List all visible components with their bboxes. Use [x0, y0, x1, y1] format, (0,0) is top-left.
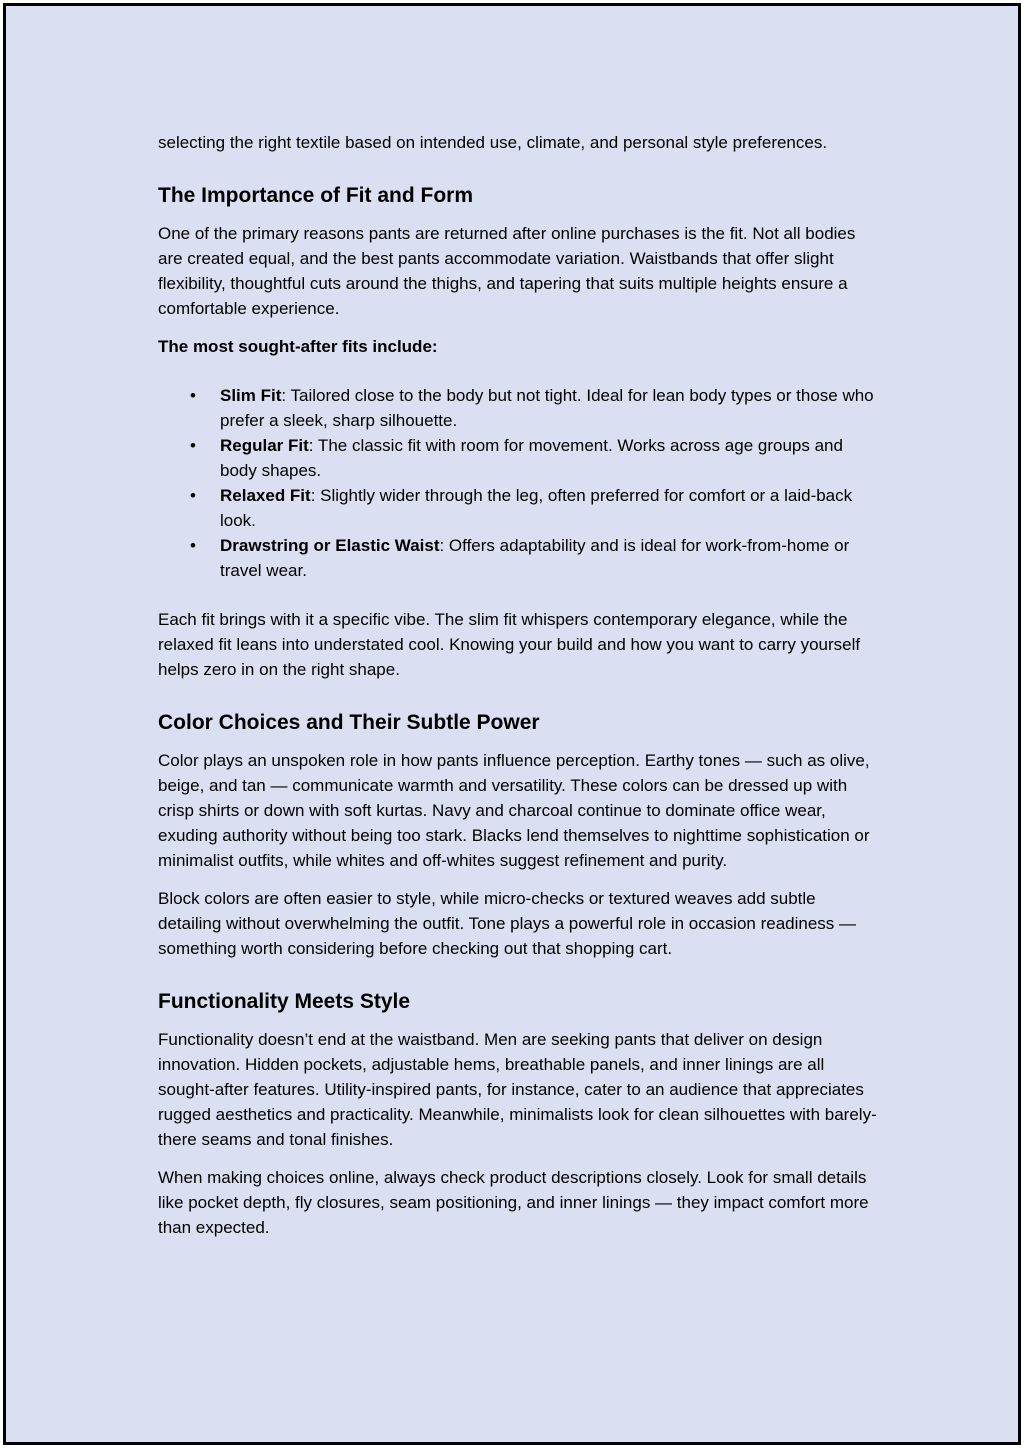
bullet-icon: •	[190, 436, 196, 455]
fit-paragraph-1: One of the primary reasons pants are returned after online purchases is the fit. Not all bodies are created equal, and the best pants accommodate variation. Waistbands that offer slight flexibility, thoughtful cuts around the thighs, and tapering that suits multiple heights ensure a comfortable experience.	[158, 224, 856, 318]
list-item-text: : Offers adaptability and is ideal for work-from-home or travel wear.	[220, 536, 850, 580]
list-item-term: Relaxed Fit	[220, 486, 311, 505]
document-body	[158, 130, 878, 1253]
list-item-regular-fit	[190, 433, 878, 483]
color-paragraph-2: Block colors are often easier to style, while micro-checks or textured weaves add subtle detailing without overwhelming the outfit. Tone plays a powerful role in occasion readiness — something worth considering before checking out that shopping cart.	[158, 889, 857, 958]
bullet-icon: •	[190, 536, 196, 555]
list-item-term: Drawstring or Elastic Waist	[220, 536, 440, 555]
function-paragraph-2: When making choices online, always check product descriptions closely. Look for small details like pocket depth, fly closures, seam positioning, and inner linings — they impact comfort more than expected.	[158, 1168, 869, 1237]
function-paragraph-1: Functionality doesn’t end at the waistband. Men are seeking pants that deliver on design innovation. Hidden pockets, adjustable hems, breathable panels, and inner linings are all sought-after features. Utility-inspired pants, for instance, cater to an audience that appreciates rugged aesthetics and practicality. Meanwhile, minimalists look for clean silhouettes with barely-there seams and tonal finishes.	[158, 1030, 877, 1149]
bullet-icon: •	[190, 386, 196, 405]
list-item-term: Regular Fit	[220, 436, 309, 455]
list-item-text: : Slightly wider through the leg, often preferred for comfort or a laid-back look.	[220, 486, 853, 530]
document-page	[3, 3, 1021, 1445]
list-item-relaxed-fit	[190, 483, 878, 533]
list-item-text: : The classic fit with room for movement. Works across age groups and body shapes.	[220, 436, 843, 480]
fit-list	[158, 383, 878, 583]
fit-section-heading: The Importance of Fit and Form	[158, 184, 474, 207]
intro-paragraph: selecting the right textile based on intended use, climate, and personal style preferences.	[158, 133, 828, 152]
list-item-drawstring-waist	[190, 533, 878, 583]
list-item-term: Slim Fit	[220, 386, 282, 405]
function-section-heading: Functionality Meets Style	[158, 990, 411, 1013]
bullet-icon: •	[190, 486, 196, 505]
fit-list-lead: The most sought-after fits include:	[158, 337, 438, 356]
list-item-slim-fit	[190, 383, 878, 433]
color-section-heading: Color Choices and Their Subtle Power	[158, 711, 540, 734]
color-paragraph-1: Color plays an unspoken role in how pants influence perception. Earthy tones — such as olive, beige, and tan — communicate warmth and versatility. These colors can be dressed up with crisp shirts or down with soft kurtas. Navy and charcoal continue to dominate office wear, exuding authority without being too stark. Blacks lend themselves to nighttime sophistication or minimalist outfits, while whites and off-whites suggest refinement and purity.	[158, 751, 870, 870]
list-item-text: : Tailored close to the body but not tight. Ideal for lean body types or those who prefer a sleek, sharp silhouette.	[220, 386, 874, 430]
fit-paragraph-2: Each fit brings with it a specific vibe. The slim fit whispers contemporary elegance, while the relaxed fit leans into understated cool. Knowing your build and how you want to carry yourself helps zero in on the right shape.	[158, 610, 861, 679]
